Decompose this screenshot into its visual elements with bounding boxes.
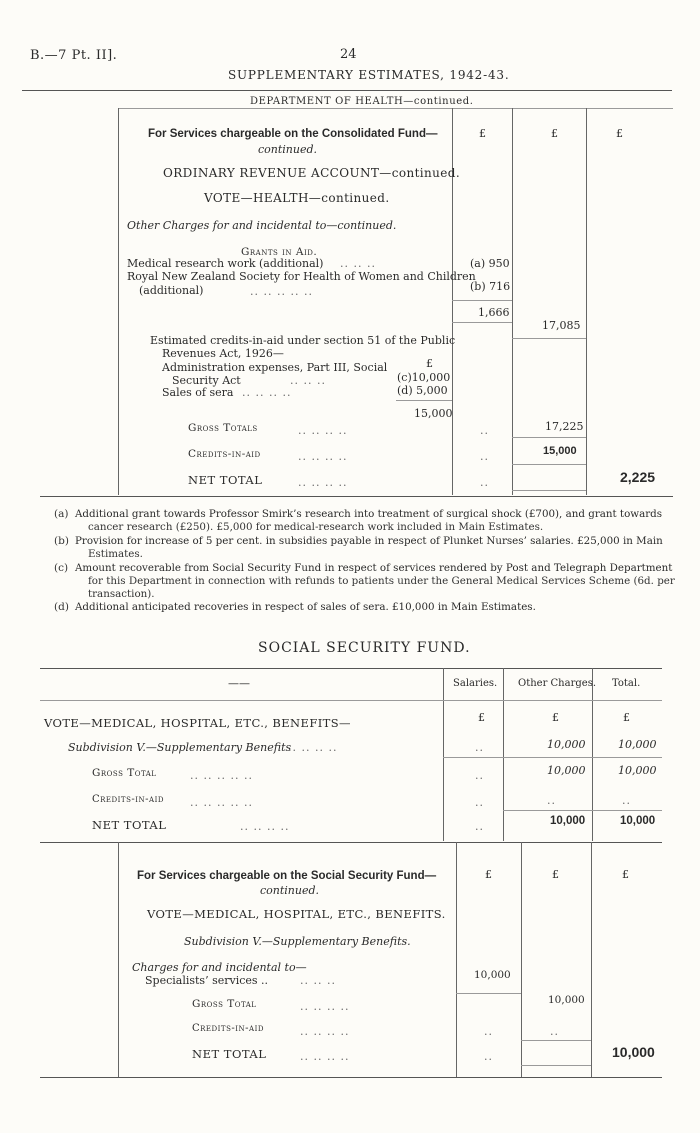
subtotal-rule <box>452 300 512 301</box>
credits-total-value: 15,000 <box>414 407 453 420</box>
total-rule <box>512 490 586 491</box>
currency-symbol: £ <box>616 127 623 140</box>
column-header: Total. <box>612 678 641 689</box>
empty-cell: .. <box>480 476 489 489</box>
empty-cell: .. <box>484 1050 493 1063</box>
table-bottom-rule <box>40 496 673 497</box>
gross-total-label: Gross Total <box>92 767 157 779</box>
credits-value: 15,000 <box>543 445 577 457</box>
subdivision-label: Subdivision V.—Supplementary Benefits. <box>184 935 411 948</box>
line-item-value: 10,000 <box>474 969 511 981</box>
subtotal-rule <box>512 338 586 339</box>
salaries-value: .. <box>475 741 484 754</box>
total-value: 10,000 <box>618 764 657 777</box>
vote-heading: VOTE—MEDICAL, HOSPITAL, ETC., BENEFITS— <box>44 716 351 730</box>
net-total-label: NET TOTAL <box>92 818 167 832</box>
total-rule <box>512 437 586 438</box>
line-item-value: (a) 950 <box>470 257 510 270</box>
leader-dots: .. .. .. .. <box>300 1050 350 1063</box>
credit-item-value: (c)10,000 <box>397 371 451 384</box>
table-top-rule <box>40 668 662 669</box>
footnote-mark: (b) <box>54 535 69 547</box>
subtotal-rule <box>456 993 521 994</box>
footnote-text: Provision for increase of 5 per cent. in subsidies payable in respect of Plunket Nurses’ salaries. £25,000 in Main <box>75 535 663 547</box>
credit-item-label: Sales of sera <box>162 386 234 399</box>
footnote-text: Estimates. <box>88 548 143 560</box>
vote-heading: VOTE—MEDICAL, HOSPITAL, ETC., BENEFITS. <box>147 907 446 921</box>
leader-dots: .. .. .. <box>340 257 376 270</box>
credits-intro: Estimated credits-in-aid under section 51 of the Public <box>150 334 456 347</box>
subtotal-rule <box>396 400 452 401</box>
column-divider <box>592 668 593 841</box>
footnote-mark: (a) <box>54 508 69 520</box>
social-security-title: SOCIAL SECURITY FUND. <box>258 640 471 656</box>
footnote-text: cancer research (£250). £5,000 for medical-research work included in Main Estimates. <box>88 521 544 533</box>
vote-heading: VOTE—HEALTH—continued. <box>204 191 390 205</box>
credits-label: Credits-in-aid <box>92 794 164 805</box>
leader-dots: .. .. .. .. <box>288 741 338 754</box>
line-item-label-cont: (additional) <box>139 284 204 297</box>
account-heading: ORDINARY REVENUE ACCOUNT—continued. <box>163 166 461 180</box>
empty-cell: .. <box>484 1025 493 1038</box>
gross-total-label: Gross Total <box>192 998 257 1010</box>
column-divider <box>503 668 504 841</box>
section-heading: For Services chargeable on the Consolidated Fund— <box>148 128 438 140</box>
document-reference: B.—7 Pt. II]. <box>30 48 118 63</box>
currency-symbol: £ <box>478 711 485 724</box>
gross-total-value: 17,225 <box>545 420 584 433</box>
leader-dots: .. .. .. .. <box>300 1025 350 1038</box>
leader-dots: .. .. .. .. <box>298 424 348 437</box>
total-rule <box>443 757 662 758</box>
column-divider <box>456 842 457 1077</box>
page-number: 24 <box>340 47 357 62</box>
credit-item-value: (d) 5,000 <box>397 384 448 397</box>
department-rule <box>118 108 673 109</box>
column-header: Other Charges. <box>518 678 596 689</box>
total-rule <box>521 1065 591 1066</box>
leader-dots: .. .. .. .. .. <box>250 285 313 298</box>
currency-symbol: £ <box>551 127 558 140</box>
net-total-value: 2,225 <box>620 469 656 485</box>
leader-dots: .. .. .. .. .. <box>190 769 253 782</box>
currency-symbol: £ <box>426 357 433 370</box>
credits-label: Credits-in-aid <box>192 1023 264 1034</box>
total-value: .. <box>622 794 631 807</box>
section-heading: For Services chargeable on the Social Security Fund— <box>137 870 437 882</box>
salaries-value: .. <box>475 769 484 782</box>
total-value: 10,000 <box>618 738 657 751</box>
salaries-value: .. <box>475 820 484 833</box>
column-header-dash: —— <box>228 677 250 690</box>
column-subtotal-value: 17,085 <box>542 319 581 332</box>
subdivision-label: Subdivision V.—Supplementary Benefits <box>68 741 292 754</box>
footnote-text: Additional grant towards Professor Smirk’s research into treatment of surgical shock (£700), and grant towards <box>75 508 663 520</box>
table-border <box>118 842 119 1077</box>
subtotal-rule <box>452 322 512 323</box>
footnote-text: transaction). <box>88 588 155 600</box>
net-total-label: NET TOTAL <box>188 473 263 487</box>
total-value: 10,000 <box>620 815 656 827</box>
leader-dots: .. .. .. .. <box>298 450 348 463</box>
column-header: Salaries. <box>453 678 498 689</box>
footnote-mark: (c) <box>54 562 69 574</box>
currency-symbol: £ <box>623 711 630 724</box>
leader-dots: .. .. .. .. <box>240 820 290 833</box>
currency-symbol: £ <box>485 868 492 881</box>
column-divider <box>521 842 522 1077</box>
leader-dots: .. .. .. <box>290 374 326 387</box>
gross-total-label: Gross Totals <box>188 422 258 434</box>
salaries-value: .. <box>475 796 484 809</box>
other-charges-value: 10,000 <box>547 738 586 751</box>
credits-intro-cont: Revenues Act, 1926— <box>162 347 284 360</box>
footnote-text: for this Department in connection with refunds to patients under the General Medical Services Scheme (6d. per <box>88 575 675 587</box>
page-title: SUPPLEMENTARY ESTIMATES, 1942-43. <box>228 68 510 82</box>
footnote-text: Amount recoverable from Social Security Fund in respect of services rendered by Post and Telegraph Department <box>75 562 673 574</box>
currency-symbol: £ <box>552 711 559 724</box>
section-heading-continued: continued. <box>260 884 320 897</box>
subtotal-value: 1,666 <box>478 306 510 319</box>
credit-item-label-cont: Security Act <box>172 374 241 387</box>
table-bottom-rule <box>40 1077 662 1078</box>
empty-cell: .. <box>480 424 489 437</box>
grants-heading: Grants in Aid. <box>241 246 318 258</box>
leader-dots: .. .. .. .. <box>298 476 348 489</box>
total-rule <box>503 810 662 811</box>
line-item-label: Specialists’ services .. <box>145 974 269 987</box>
credit-item-label: Administration expenses, Part III, Social <box>162 361 388 374</box>
other-charges-value: .. <box>547 794 556 807</box>
total-rule <box>521 1040 591 1041</box>
currency-symbol: £ <box>552 868 559 881</box>
line-item-label: Royal New Zealand Society for Health of Women and Children <box>127 270 476 283</box>
net-total-value: 10,000 <box>612 1044 655 1060</box>
currency-symbol: £ <box>479 127 486 140</box>
table-border <box>118 108 119 495</box>
leader-dots: .. .. .. .. .. <box>190 796 253 809</box>
other-charges-value: 10,000 <box>550 815 586 827</box>
credits-label: Credits-in-aid <box>188 448 261 460</box>
gross-total-value: 10,000 <box>548 994 585 1006</box>
other-charges-value: 10,000 <box>547 764 586 777</box>
header-rule <box>40 700 662 701</box>
leader-dots: .. .. .. <box>300 974 336 987</box>
currency-symbol: £ <box>622 868 629 881</box>
department-title: DEPARTMENT OF HEALTH—continued. <box>250 96 474 107</box>
table-bottom-rule <box>40 842 662 843</box>
section-heading-continued: continued. <box>258 143 318 156</box>
line-item-value: (b) 716 <box>470 280 511 293</box>
empty-cell: .. <box>480 450 489 463</box>
column-divider <box>586 108 587 495</box>
footnote-mark: (d) <box>54 601 69 613</box>
other-charges-heading: Other Charges for and incidental to—continued. <box>127 219 397 232</box>
net-total-label: NET TOTAL <box>192 1047 267 1061</box>
empty-cell: .. <box>550 1025 559 1038</box>
header-rule <box>22 90 672 91</box>
column-divider <box>591 842 592 1077</box>
leader-dots: .. .. .. .. <box>242 386 292 399</box>
leader-dots: .. .. .. .. <box>300 1000 350 1013</box>
total-rule <box>512 464 586 465</box>
charges-heading: Charges for and incidental to— <box>132 961 307 974</box>
column-divider <box>443 668 444 841</box>
line-item-label: Medical research work (additional) <box>127 257 324 270</box>
footnote-text: Additional anticipated recoveries in respect of sales of sera. £10,000 in Main Estimates. <box>75 601 536 613</box>
